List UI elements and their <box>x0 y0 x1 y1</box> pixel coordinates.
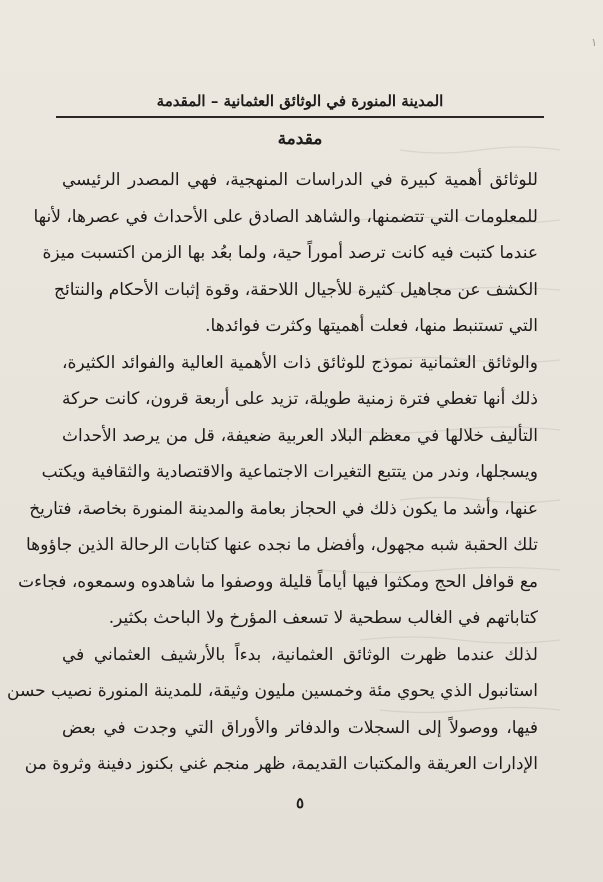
page-number: ٥ <box>295 794 305 812</box>
text-line: لذلك عندما ظهرت الوثائق العثمانية، بدءاً بالأرشيف العثماني في <box>62 644 538 665</box>
text-line: للمعلومات التي تتضمنها، والشاهد الصادق على الأحداث في عصرها، لأنها <box>33 206 538 227</box>
text-line: ذلك أنها تغطي فترة زمنية طويلة، تزيد على أربعة قرون، كانت حركة <box>62 389 538 409</box>
header-rule <box>56 116 544 118</box>
text-line: كتاباتهم في الغالب سطحية لا تسعف المؤرخ ولا الباحث بكثير. <box>108 608 538 628</box>
margin-mark: ١ <box>591 36 597 49</box>
text-line: عندما كتبت فيه كانت ترصد أموراً حية، ولما بعُد بها الزمن اكتسبت ميزة <box>42 243 538 263</box>
text-line: تلك الحقبة شبه مجهول، وأفضل ما نجده عنها كتابات الرحالة الذين جاؤوها <box>26 535 538 555</box>
paragraph-1 <box>33 162 538 345</box>
text-line: التي تستنبط منها، فعلت أهميتها وكثرت فوائدها. <box>205 316 538 336</box>
text-line: التأليف خلالها في معظم البلاد العربية ضعيفة، قل من يرصد الأحداث <box>62 425 538 446</box>
text-line: ويسجلها، وندر من يتتبع التغيرات الاجتماعية والاقتصادية والثقافية ويكتب <box>41 462 538 482</box>
text-line: والوثائق العثمانية نموذج للوثائق ذات الأهمية العالية والفوائد الكثيرة، <box>62 352 538 373</box>
text-line: مع قوافل الحج ومكثوا فيها أياماً قليلة ووصفوا ما شاهدوه وسمعوه، فجاءت <box>18 571 538 592</box>
text-line: عنها، وأشد ما يكون ذلك في الحجاز بعامة والمدينة المنورة بخاصة، فتاريخ <box>29 498 538 519</box>
body-text <box>7 162 538 783</box>
text-line: فيها، ووصولاً إلى السجلات والدفاتر والأوراق التي وجدت في بعض <box>62 717 538 738</box>
running-head: المدينة المنورة في الوثائق العثمانية – المقدمة <box>156 92 444 110</box>
paragraph-2 <box>18 345 538 637</box>
section-title: مقدمة <box>277 129 323 149</box>
text-line: الكشف عن مجاهيل كثيرة للأجيال اللاحقة، وقوة إثبات الأحكام والنتائج <box>54 279 538 300</box>
text-line: للوثائق أهمية كبيرة في الدراسات المنهجية، فهي المصدر الرئيسي <box>62 170 538 190</box>
paragraph-3 <box>7 637 538 783</box>
text-line: الإدارات العريقة والمكتبات القديمة، ظهر منجم غني بكنوز دفينة وثروة من <box>24 754 538 774</box>
text-line: استانبول الذي يحوي مئة وخمسين مليون وثيقة، للمدينة المنورة نصيب حسن <box>7 681 538 701</box>
